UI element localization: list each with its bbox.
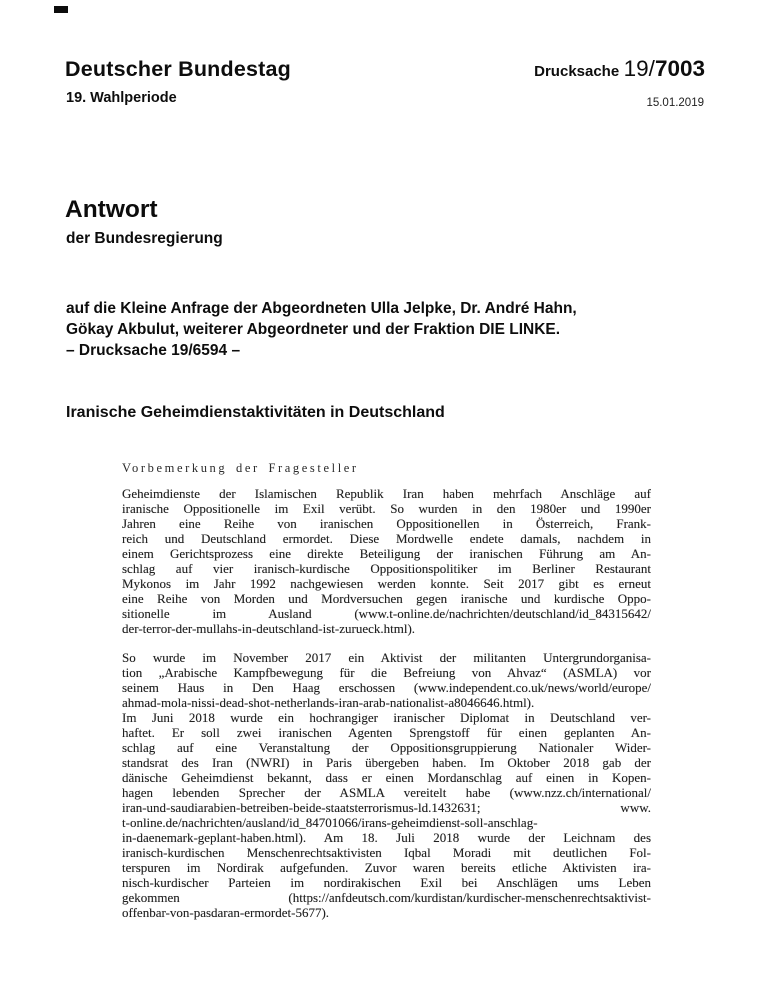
- answer-title: Antwort: [65, 196, 158, 223]
- wahlperiode-label: 19. Wahlperiode: [66, 90, 177, 106]
- drucksache-number: 7003: [654, 56, 705, 81]
- text-line: sitionelle im Ausland (www.t-online.de/nachrichten/deutschland/id_84315642/: [122, 606, 651, 621]
- text-line: terspuren im Nordirak aufgefunden. Zuvor waren bereits etliche Aktivisten ira-: [122, 860, 651, 875]
- text-line: standsrat des Iran (NWRI) in Paris übergeben haben. Im Oktober 2018 gab der: [122, 755, 651, 770]
- text-line: schlag auf eine Veranstaltung der Oppositionsgruppierung Nationaler Wider-: [122, 740, 651, 755]
- text-line: Geheimdienste der Islamischen Republik Iran haben mehrfach Anschläge auf: [122, 486, 651, 501]
- text-line: haftet. Er soll zwei iranischen Agenten Sprengstoff für einen geplanten An-: [122, 725, 651, 740]
- text-line: iranisch-kurdischen Menschenrechtsaktivisten Iqbal Moradi mit deutlichen Fol-: [122, 845, 651, 860]
- text-line: dänische Geheimdienst bekannt, dass er einen Mordanschlag auf einen in Kopen-: [122, 770, 651, 785]
- answer-subtitle: der Bundesregierung: [66, 230, 223, 247]
- text-line: Mykonos im Jahr 1992 nachgewiesen werden konnte. Seit 2017 gibt es erneut: [122, 576, 651, 591]
- text-line: gekommen (https://anfdeutsch.com/kurdistan/kurdischer-menschenrechtsaktivist-: [122, 890, 651, 905]
- drucksache-label: Drucksache: [534, 63, 620, 80]
- subject-heading: Iranische Geheimdienstaktivitäten in Deutschland: [66, 404, 445, 421]
- kleine-anfrage-reference: [66, 298, 577, 361]
- drucksache-header: [534, 56, 705, 82]
- document-date: 15.01.2019: [646, 97, 704, 109]
- text-line: Jahren eine Reihe von iranischen Oppositionellen in Österreich, Frank-: [122, 516, 651, 531]
- text-line: Im Juni 2018 wurde ein hochrangiger iranischer Diplomat in Deutschland ver-: [122, 710, 651, 725]
- text-line: – Drucksache 19/6594 –: [66, 342, 241, 359]
- preliminary-remarks-paragraph-2: [122, 650, 651, 920]
- drucksache-number-prefix: 19/: [623, 56, 655, 81]
- preliminary-remarks-paragraph-1: [122, 486, 651, 636]
- text-line: nisch-kurdischer Parteien im nordirakischen Exil bei Anschlägen ums Leben: [122, 875, 651, 890]
- text-line: tion „Arabische Kampfbewegung für die Befreiung von Ahvaz“ (ASMLA) vor: [122, 665, 651, 680]
- scan-mark: [54, 6, 68, 13]
- text-line: hagen lebenden Sprecher der ASMLA vereitelt habe (www.nzz.ch/international/: [122, 785, 651, 800]
- text-line: Gökay Akbulut, weiterer Abgeordneter und der Fraktion DIE LINKE.: [66, 321, 561, 338]
- text-line: reich und Deutschland ermordet. Diese Mordwelle endete damals, nachdem in: [122, 531, 651, 546]
- text-line: iran-und-saudiarabien-betreiben-beide-staatsterrorismus-ld.1432631; www.: [122, 800, 651, 815]
- text-line: iranische Oppositionelle im Exil verübt. So wurden in den 1980er und 1990er: [122, 501, 651, 516]
- text-line: seinem Haus in Den Haag erschossen (www.independent.co.uk/news/world/europe/: [122, 680, 651, 695]
- text-line: So wurde im November 2017 ein Aktivist der militanten Untergrundorganisa-: [122, 650, 651, 665]
- text-line: t-online.de/nachrichten/ausland/id_84701066/irans-geheimdienst-soll-anschlag-: [122, 815, 538, 830]
- institution-name: Deutscher Bundestag: [65, 57, 292, 81]
- text-line: offenbar-von-pasdaran-ermordet-5677).: [122, 905, 330, 920]
- text-line: in-daenemark-geplant-haben.html). Am 18. Juli 2018 wurde der Leichnam des: [122, 830, 651, 845]
- text-line: einem Gerichtsprozess eine direkte Beteiligung der iranischen Führung am An-: [122, 546, 651, 561]
- text-line: eine Reihe von Morden und Mordversuchen gegen iranische und kurdische Oppo-: [122, 591, 651, 606]
- preliminary-remarks-heading: Vorbemerkung der Fragesteller: [122, 461, 359, 475]
- text-line: ahmad-mola-nissi-dead-shot-netherlands-iran-arab-nationalist-a8046646.html).: [122, 695, 535, 710]
- text-line: der-terror-der-mullahs-in-deutschland-ist-zurueck.html).: [122, 621, 416, 636]
- text-line: schlag auf vier iranisch-kurdische Oppositionspolitiker im Berliner Restaurant: [122, 561, 651, 576]
- text-line: auf die Kleine Anfrage der Abgeordneten Ulla Jelpke, Dr. André Hahn,: [66, 300, 577, 317]
